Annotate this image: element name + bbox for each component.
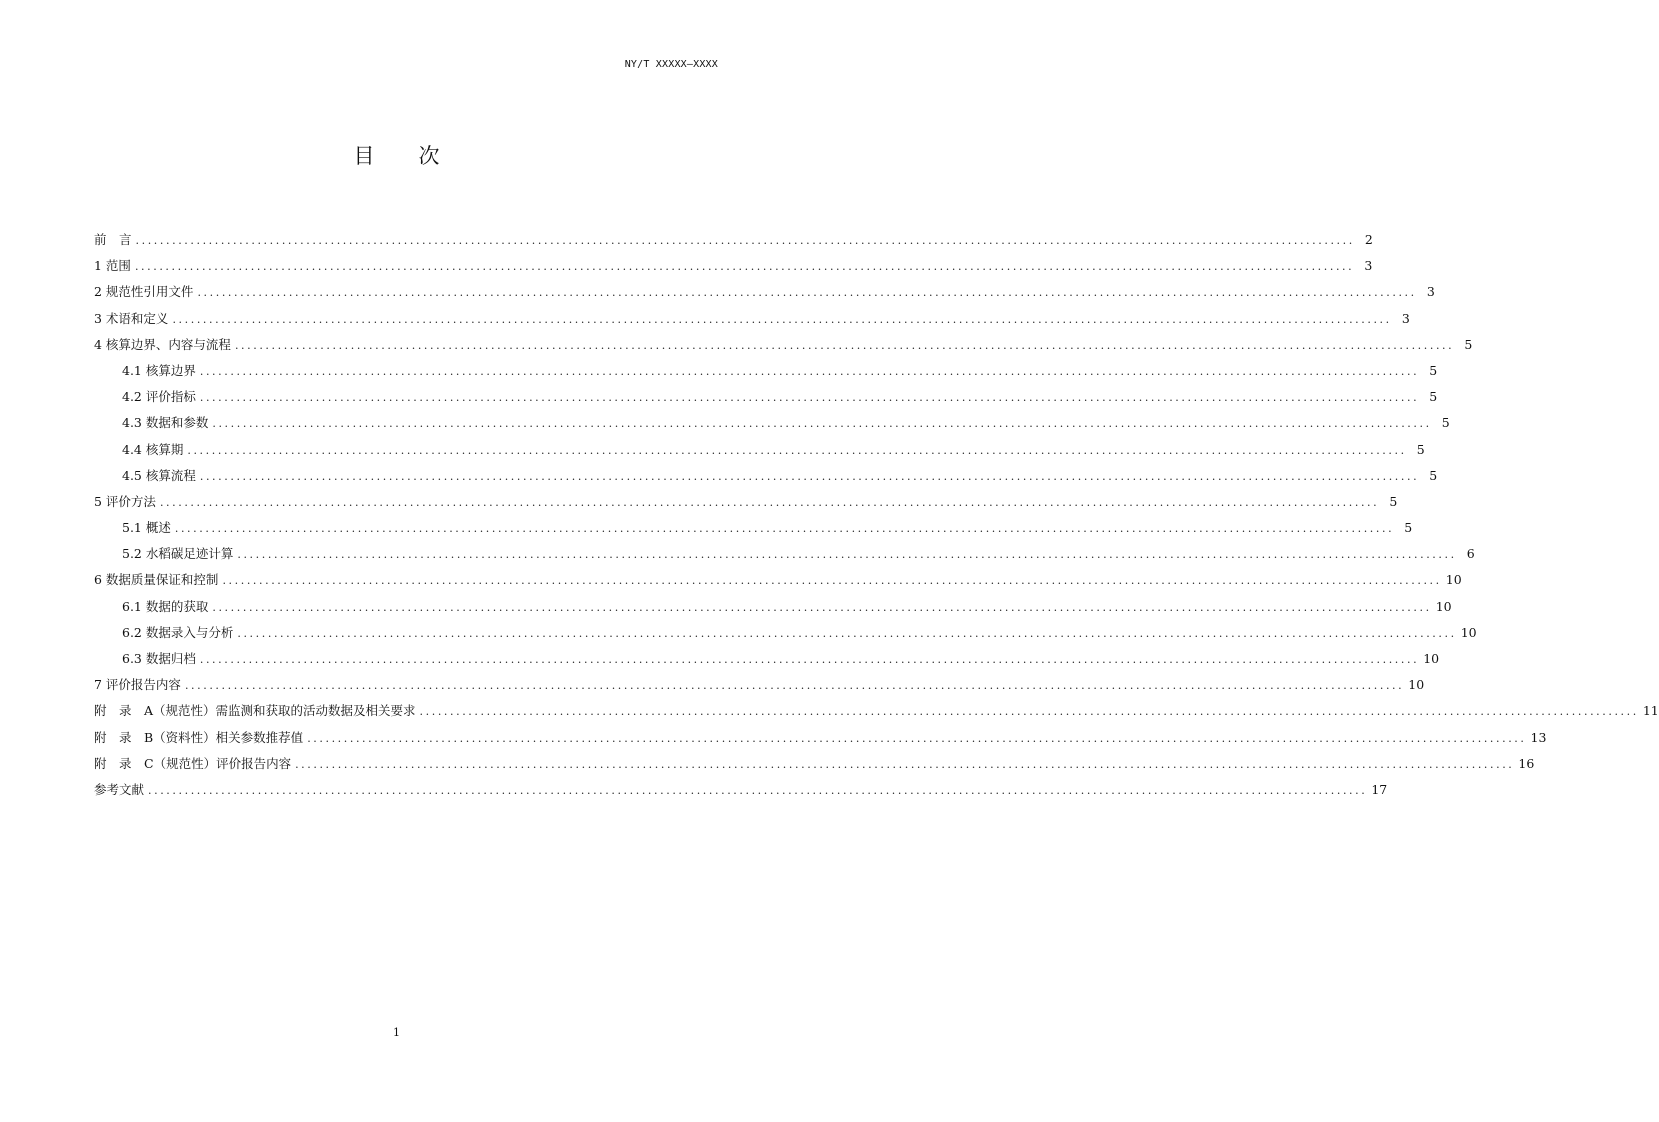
- toc-entry[interactable]: [94, 780, 1388, 806]
- toc-entry[interactable]: [94, 492, 1398, 518]
- toc-entry[interactable]: [94, 544, 1475, 570]
- toc-entry[interactable]: [94, 701, 1659, 727]
- toc-entry[interactable]: [94, 387, 1438, 413]
- toc-dot-leader: ........................................................................................................................................................................................................: [212, 600, 1432, 614]
- toc-dot-leader: ........................................................................................................................................................................................................: [212, 417, 1432, 431]
- toc-entry[interactable]: [94, 282, 1435, 308]
- toc-entry-page: 5: [1416, 441, 1425, 457]
- toc-entry-label: 5.1 概述: [122, 520, 171, 536]
- toc-entry[interactable]: [94, 675, 1425, 701]
- toc-entry[interactable]: [94, 649, 1440, 675]
- toc-entry-page: 6: [1466, 546, 1475, 562]
- toc-entry-label: 附 录 A（规范性）需监测和获取的活动数据及相关要求: [94, 703, 416, 719]
- toc-entry-page: 3: [1426, 284, 1435, 300]
- toc-entry[interactable]: [94, 754, 1535, 780]
- toc-entry-label: 参考文献: [94, 781, 145, 797]
- toc-entry[interactable]: [94, 309, 1410, 335]
- toc-entry-page: 10: [1423, 651, 1440, 666]
- toc-entry-label: 前 言: [94, 232, 132, 247]
- toc-dot-leader: ........................................................................................................................................................................................................: [419, 705, 1639, 719]
- toc-entry-label: 2 规范性引用文件: [94, 284, 194, 300]
- toc-entry-page: 10: [1408, 677, 1425, 693]
- toc-entry-page: 2: [1364, 232, 1373, 247]
- toc-entry-page: 13: [1530, 729, 1547, 745]
- toc-entry[interactable]: [94, 597, 1452, 623]
- toc-entry-page: 3: [1364, 258, 1373, 274]
- toc-entry-label: 5.2 水稻碳足迹计算: [122, 546, 234, 562]
- toc-dot-leader: ........................................................................................................................................................................................................: [134, 260, 1355, 274]
- toc-entry-label: 6 数据质量保证和控制: [94, 572, 219, 588]
- toc-dot-leader: ........................................................................................................................................................................................................: [234, 338, 1455, 352]
- toc-entry-label: 6.2 数据录入与分析: [122, 624, 234, 640]
- toc-dot-leader: ........................................................................................................................................................................................................: [199, 469, 1420, 483]
- toc-dot-leader: ........................................................................................................................................................................................................: [172, 312, 1392, 326]
- toc-entry-page: 11: [1642, 703, 1659, 719]
- toc-dot-leader: ........................................................................................................................................................................................................: [295, 757, 1515, 771]
- toc-dot-leader: ........................................................................................................................................................................................................: [307, 731, 1527, 745]
- toc-entry-page: 5: [1464, 336, 1473, 352]
- toc-entry-label: 4.4 核算期: [122, 441, 184, 457]
- toc-dot-leader: ........................................................................................................................................................................................................: [159, 495, 1380, 509]
- toc-entry-label: 6.1 数据的获取: [122, 598, 209, 614]
- toc-entry-page: 17: [1371, 781, 1388, 797]
- toc-entry-page: 5: [1429, 467, 1438, 483]
- toc-entry-label: 3 术语和定义: [94, 310, 169, 326]
- toc-entry[interactable]: [94, 623, 1477, 649]
- toc-entry-page: 3: [1401, 310, 1410, 326]
- toc-entry[interactable]: [94, 256, 1373, 282]
- toc-entry-page: 5: [1441, 415, 1450, 431]
- toc-title: 目次: [353, 144, 484, 168]
- toc-dot-leader: ........................................................................................................................................................................................................: [197, 286, 1417, 300]
- table-of-contents: [94, 230, 1659, 806]
- toc-entry-label: 4.5 核算流程: [122, 467, 196, 483]
- toc-dot-leader: ........................................................................................................................................................................................................: [237, 626, 1457, 640]
- toc-entry-label: 4.1 核算边界: [122, 362, 196, 378]
- toc-entry-page: 5: [1429, 389, 1438, 405]
- toc-entry[interactable]: [94, 440, 1425, 466]
- toc-entry[interactable]: [94, 518, 1413, 544]
- document-code: NY/T XXXXX—XXXX: [624, 59, 718, 70]
- toc-entry[interactable]: [94, 570, 1462, 596]
- toc-entry-label: 4 核算边界、内容与流程: [94, 336, 231, 352]
- toc-dot-leader: ........................................................................................................................................................................................................: [237, 548, 1457, 562]
- toc-entry-page: 5: [1429, 362, 1438, 378]
- toc-entry-page: 10: [1435, 598, 1452, 614]
- toc-entry-label: 6.3 数据归档: [122, 651, 196, 666]
- toc-entry-page: 16: [1518, 755, 1535, 771]
- toc-entry-page: 10: [1445, 572, 1462, 588]
- toc-entry-page: 5: [1389, 493, 1398, 509]
- toc-entry[interactable]: [94, 361, 1438, 387]
- toc-dot-leader: ........................................................................................................................................................................................................: [184, 679, 1405, 693]
- toc-dot-leader: ........................................................................................................................................................................................................: [135, 234, 1355, 247]
- toc-entry-label: 7 评价报告内容: [94, 677, 181, 693]
- toc-dot-leader: ........................................................................................................................................................................................................: [174, 522, 1395, 536]
- toc-dot-leader: ........................................................................................................................................................................................................: [199, 391, 1420, 405]
- toc-entry[interactable]: [94, 230, 1373, 256]
- toc-dot-leader: ........................................................................................................................................................................................................: [199, 364, 1420, 378]
- toc-entry-label: 5 评价方法: [94, 493, 156, 509]
- toc-entry-label: 附 录 C（规范性）评价报告内容: [94, 755, 292, 771]
- toc-dot-leader: ........................................................................................................................................................................................................: [222, 574, 1442, 588]
- toc-dot-leader: ........................................................................................................................................................................................................: [148, 783, 1368, 797]
- toc-entry-label: 附 录 B（资料性）相关参数推荐值: [94, 729, 304, 745]
- toc-entry[interactable]: [94, 728, 1547, 754]
- page-number: 1: [393, 1026, 400, 1039]
- toc-entry[interactable]: [94, 466, 1438, 492]
- toc-entry-label: 4.3 数据和参数: [122, 415, 209, 431]
- toc-entry[interactable]: [94, 335, 1473, 361]
- toc-entry-label: 4.2 评价指标: [122, 389, 196, 405]
- toc-dot-leader: ........................................................................................................................................................................................................: [187, 443, 1407, 457]
- toc-entry-page: 10: [1460, 624, 1477, 640]
- toc-entry-label: 1 范围: [94, 258, 131, 274]
- toc-entry[interactable]: [94, 413, 1450, 439]
- toc-entry-page: 5: [1404, 520, 1413, 536]
- toc-dot-leader: ........................................................................................................................................................................................................: [199, 653, 1420, 666]
